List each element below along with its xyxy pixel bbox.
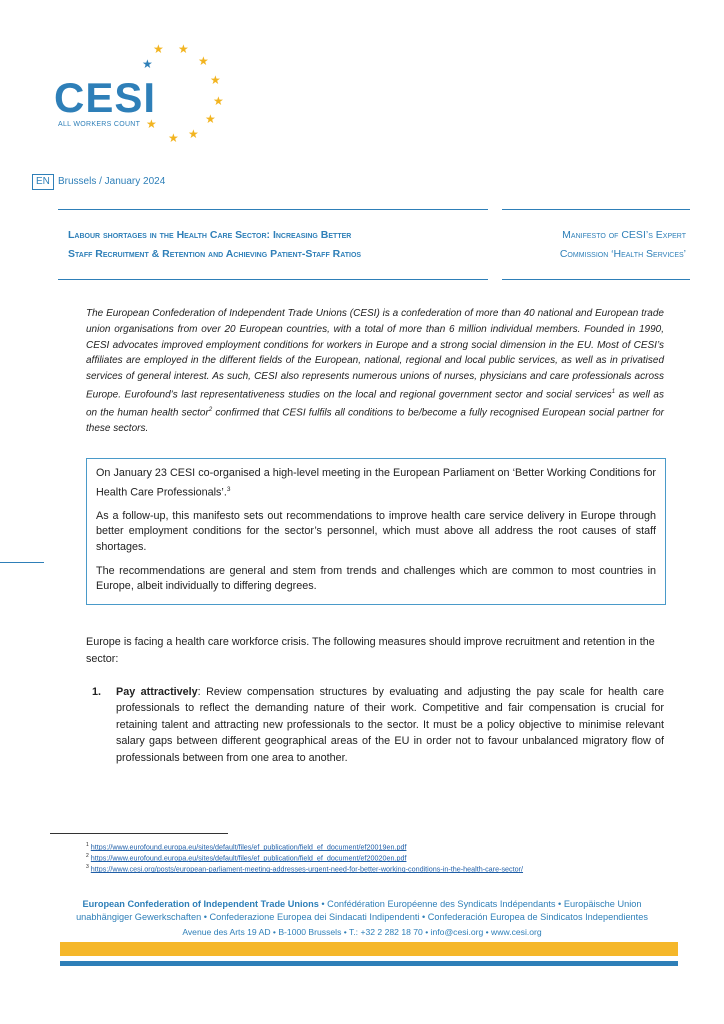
footnote-ref[interactable]: 3 — [226, 485, 231, 493]
divider — [502, 209, 690, 210]
summary-text: On January 23 CESI co-organised a high-level meeting in the European Parliament on ‘Better Working Conditions for Health Care Professionals’. — [96, 467, 656, 499]
document-subtitle — [500, 226, 686, 264]
intro-paragraph — [86, 306, 664, 437]
footer-organisation — [60, 898, 664, 923]
summary-paragraph: As a follow-up, this manifesto sets out recommendations to improve health care service delivery in Europe through better employment conditions for the sector’s personnel, which must above all address the root causes of staff shortages. — [96, 509, 656, 553]
title-line: Staff Recruitment & Retention and Achieving Patient-Staff Ratios — [68, 248, 362, 260]
footer-org-translations: • Confédération Européenne des Syndicats Indépendants • Europäische Union unabhängiger Gewerkschaften • Confederazione Europea dei Sindacati Indipendenti • Confederación Europea de Sindicatos Independientes — [76, 899, 648, 922]
star-icon: ★ — [198, 54, 209, 68]
document-title — [68, 226, 488, 264]
star-icon: ★ — [178, 42, 189, 56]
footer-accent-bar — [60, 942, 678, 956]
star-icon: ★ — [188, 127, 199, 141]
footnote-number: 2 — [86, 853, 89, 859]
divider — [58, 279, 488, 280]
star-icon: ★ — [205, 112, 216, 126]
lead-paragraph: Europe is facing a health care workforce crisis. The following measures should improve recruitment and retention in the sector: — [86, 636, 655, 665]
star-icon: ★ — [168, 131, 179, 145]
footnote-link[interactable]: https://www.eurofound.europa.eu/sites/default/files/ef_publication/field_ef_document/ef20019en.pdf — [90, 842, 407, 852]
footnote-ref[interactable]: 1 — [611, 388, 616, 395]
star-icon: ★ — [153, 42, 164, 56]
dateline: Brussels / January 2024 — [58, 176, 166, 187]
star-icon: ★ — [213, 94, 224, 108]
footer-org-name: European Confederation of Independent Trade Unions — [82, 899, 319, 909]
margin-mark — [0, 562, 44, 563]
summary-box — [86, 458, 666, 605]
intro-text: The European Confederation of Independent Trade Unions (CESI) is a confederation of more than 40 national and European trade union organisations from over 20 European countries, with a total of more than 6 million individual members. Founded in 1990, CESI advocates improved employment conditions for workers in Europe and a strong social dimension in the EU. Most of CESI’s affiliates are employed in the different fields of the European, national, regional and local public services, as well as in privatised services of general interest. As such, CESI also represents numerous unions of nurses, physicians and care professionals across Europe. Eurofound’s last representativeness studies on the local and regional government sector and social services — [86, 308, 664, 401]
divider — [58, 209, 488, 210]
star-icon: ★ — [146, 117, 157, 131]
list-item-body — [116, 684, 664, 766]
footnote-separator — [50, 833, 228, 834]
list-item-text: : Review compensation structures by evaluating and adjusting the pay scale for health care professionals to reflect the demanding nature of their work. Competitive and fair compensation is crucial for retaining talent and attracting new professionals to the sector. It must be a policy objective to minimise relevant salary gaps between different geographical areas of the EU in order not to favour unbalanced migratory flow of professionals between from one area to another. — [116, 686, 664, 764]
logo-wordmark: CESI — [54, 74, 157, 121]
list-item — [86, 684, 664, 766]
subtitle-line: Manifesto of CESI’s Expert — [562, 229, 686, 241]
divider — [502, 279, 690, 280]
footnote-number: 3 — [86, 864, 89, 870]
footer-address: Avenue des Arts 19 AD • B-1000 Brussels • T.: +32 2 282 18 70 • info@cesi.org • www.cesi.org — [182, 927, 542, 937]
star-icon: ★ — [210, 73, 221, 87]
intro-text: as well as on the human health sector — [86, 389, 664, 419]
cesi-logo — [50, 40, 240, 150]
footnote — [86, 862, 523, 875]
footnote-ref[interactable]: 2 — [208, 407, 213, 414]
footnote-link[interactable]: https://www.cesi.org/posts/european-parliament-meeting-addresses-urgent-need-for-better-working-conditions-in-the-health-care-sector/ — [90, 864, 524, 874]
footnote-link[interactable]: https://www.eurofound.europa.eu/sites/default/files/ef_publication/field_ef_document/ef20020en.pdf — [90, 853, 407, 863]
footnote-number: 1 — [86, 842, 89, 848]
intro-text: confirmed that CESI fulfils all conditions to be/become a fully recognised European social partner for these sectors. — [86, 407, 664, 435]
footer-brand-bar — [60, 961, 678, 966]
list-item-number: 1. — [92, 686, 102, 698]
star-icon: ★ — [142, 57, 153, 71]
language-badge: EN — [32, 174, 54, 190]
list-item-heading: Pay attractively — [116, 686, 198, 698]
subtitle-line: Commission ‘Health Services’ — [559, 248, 686, 260]
logo-tagline: ALL WORKERS COUNT — [58, 121, 141, 128]
summary-paragraph: The recommendations are general and stem from trends and challenges which are common to most countries in Europe, albeit individually to differing degrees. — [96, 564, 656, 593]
title-line: Labour shortages in the Health Care Sector: Increasing Better — [68, 229, 352, 241]
summary-paragraph — [96, 466, 656, 501]
